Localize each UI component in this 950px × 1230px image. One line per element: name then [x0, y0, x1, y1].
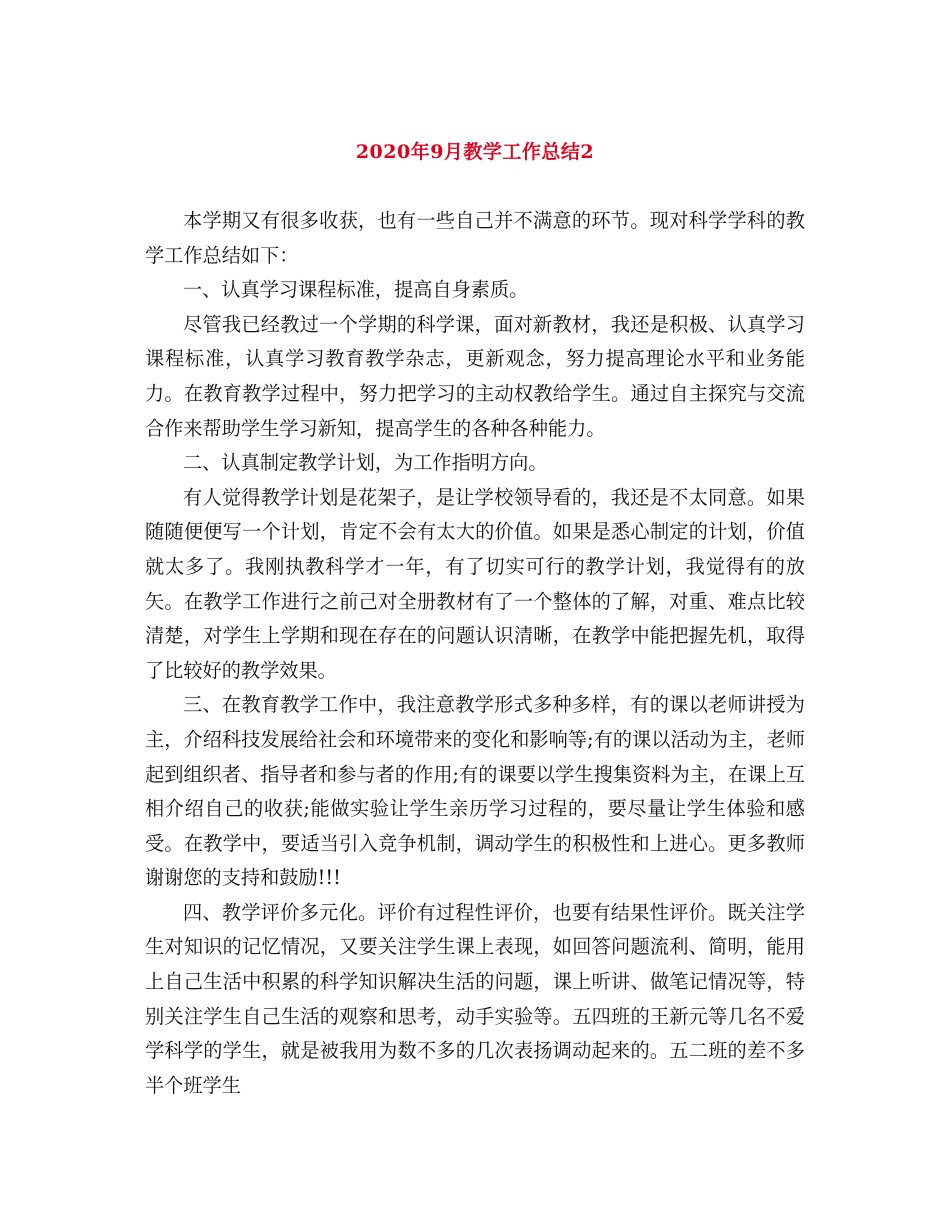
paragraph-section-4: 四、教学评价多元化。评价有过程性评价，也要有结果性评价。既关注学生对知识的记忆情况，又要关注学生课上表现，如回答问题流利、简明，能用上自己生活中积累的科学知识解决生活的问题，课上听讲、做笔记情况等，特别关注学生自己生活的观察和思考，动手实验等。五四班的王新元等几名不爱学科学的学生，就是被我用为数不多的几次表扬调动起来的。五二班的差不多半个班学生 [145, 900, 805, 1097]
paragraph-section-3: 三、在教育教学工作中，我注意教学形式多种多样，有的课以老师讲授为主，介绍科技发展给社会和环境带来的变化和影响等;有的课以活动为主，老师起到组织者、指导者和参与者的作用;有的课要以学生搜集资料为主，在课上互相介绍自己的收获;能做实验让学生亲历学习过程的，要尽量让学生体验和感受。在教学中，要适当引入竞争机制，调动学生的积极性和上进心。更多教师谢谢您的支持和鼓励!!! [145, 693, 805, 890]
paragraph-intro: 本学期又有很多收获，也有一些自己并不满意的环节。现对科学学科的教学工作总结如下： [145, 209, 805, 267]
heading-section-1: 一、认真学习课程标准，提高自身素质。 [183, 278, 529, 302]
paragraph-section-2: 有人觉得教学计划是花架子，是让学校领导看的，我还是不太同意。如果随随便便写一个计划，肯定不会有太大的价值。如果是悉心制定的计划，价值就太多了。我刚执教科学才一年，有了切实可行的教学计划，我觉得有的放矢。在教学工作进行之前己对全册教材有了一个整体的了解，对重、难点比较清楚，对学生上学期和现在存在的问题认识清晰，在教学中能把握先机，取得了比较好的教学效果。 [145, 485, 805, 682]
paragraph-section-1: 尽管我已经教过一个学期的科学课，面对新教材，我还是积极、认真学习课程标准，认真学习教育教学杂志，更新观念，努力提高理论水平和业务能力。在教育教学过程中，努力把学习的主动权教给学生。通过自主探究与交流合作来帮助学生学习新知，提高学生的各种各种能力。 [145, 312, 805, 440]
heading-section-2: 二、认真制定教学计划，为工作指明方向。 [183, 451, 548, 475]
document-title: 2020年9月教学工作总结2 [355, 141, 595, 163]
document-body [145, 204, 805, 1103]
